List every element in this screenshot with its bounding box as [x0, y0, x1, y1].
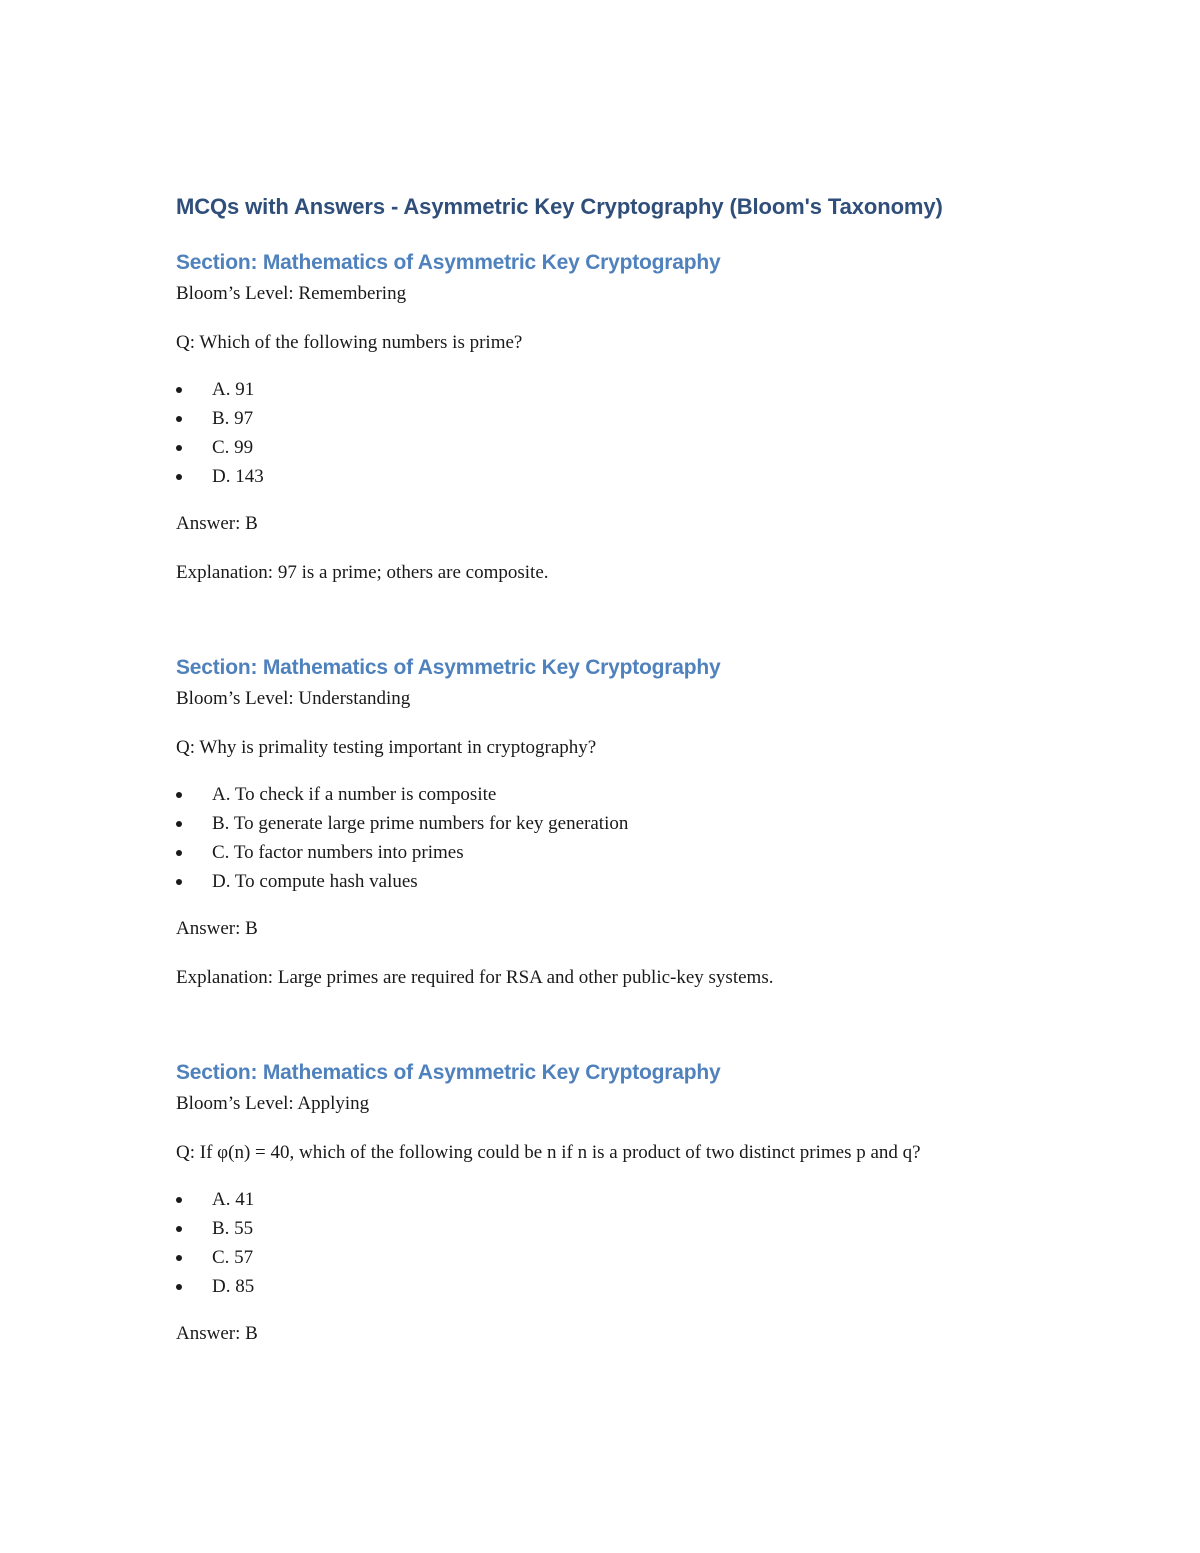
- bullet-icon: [176, 445, 182, 451]
- question-block: [176, 1058, 1016, 1348]
- option-text: B. 55: [212, 1218, 254, 1239]
- option-text: D. To compute hash values: [212, 871, 418, 892]
- option-item: [176, 1214, 1016, 1243]
- answer-text: Answer: B: [176, 513, 258, 534]
- option-item: [176, 404, 1016, 433]
- question-block: [176, 653, 1016, 992]
- option-item: [176, 838, 1016, 867]
- option-item: [176, 780, 1016, 809]
- bullet-icon: [176, 387, 182, 393]
- option-item: [176, 867, 1016, 896]
- bullet-icon: [176, 1226, 182, 1232]
- bullet-icon: [176, 416, 182, 422]
- section-heading: Section: Mathematics of Asymmetric Key Cryptography: [176, 251, 721, 274]
- document-title: MCQs with Answers - Asymmetric Key Cryptography (Bloom's Taxonomy): [176, 194, 943, 219]
- option-text: B. 97: [212, 408, 254, 429]
- option-item: [176, 1243, 1016, 1272]
- bullet-icon: [176, 1284, 182, 1290]
- section-heading: Section: Mathematics of Asymmetric Key Cryptography: [176, 1061, 721, 1084]
- option-text: D. 85: [212, 1276, 255, 1297]
- option-item: [176, 433, 1016, 462]
- bullet-icon: [176, 1197, 182, 1203]
- section-heading: Section: Mathematics of Asymmetric Key Cryptography: [176, 656, 721, 679]
- bloom-level: Bloom’s Level: Understanding: [176, 688, 411, 709]
- question-block: [176, 248, 1016, 587]
- bullet-icon: [176, 821, 182, 827]
- answer-text: Answer: B: [176, 918, 258, 939]
- option-text: A. 41: [212, 1189, 255, 1210]
- bullet-icon: [176, 1255, 182, 1261]
- option-item: [176, 375, 1016, 404]
- question-text: Q: Why is primality testing important in cryptography?: [176, 737, 597, 758]
- bullet-icon: [176, 474, 182, 480]
- option-text: A. To check if a number is composite: [212, 784, 497, 805]
- option-text: C. To factor numbers into primes: [212, 842, 464, 863]
- option-text: B. To generate large prime numbers for key generation: [212, 813, 629, 834]
- options-list: [176, 780, 1016, 896]
- question-text: Q: If φ(n) = 40, which of the following could be n if n is a product of two distinct primes p and q?: [176, 1142, 921, 1163]
- option-text: C. 99: [212, 437, 254, 458]
- options-list: [176, 375, 1016, 491]
- option-item: [176, 809, 1016, 838]
- bloom-level: Bloom’s Level: Remembering: [176, 283, 407, 304]
- option-item: [176, 462, 1016, 491]
- document-page: [176, 192, 1016, 1414]
- option-text: A. 91: [212, 379, 255, 400]
- question-text: Q: Which of the following numbers is prime?: [176, 332, 523, 353]
- answer-text: Answer: B: [176, 1323, 258, 1344]
- option-text: D. 143: [212, 466, 264, 487]
- option-item: [176, 1185, 1016, 1214]
- bullet-icon: [176, 879, 182, 885]
- explanation-text: Explanation: Large primes are required for RSA and other public-key systems.: [176, 967, 774, 988]
- options-list: [176, 1185, 1016, 1301]
- bullet-icon: [176, 850, 182, 856]
- explanation-text: Explanation: 97 is a prime; others are composite.: [176, 562, 549, 583]
- bullet-icon: [176, 792, 182, 798]
- bloom-level: Bloom’s Level: Applying: [176, 1093, 370, 1114]
- option-text: C. 57: [212, 1247, 254, 1268]
- option-item: [176, 1272, 1016, 1301]
